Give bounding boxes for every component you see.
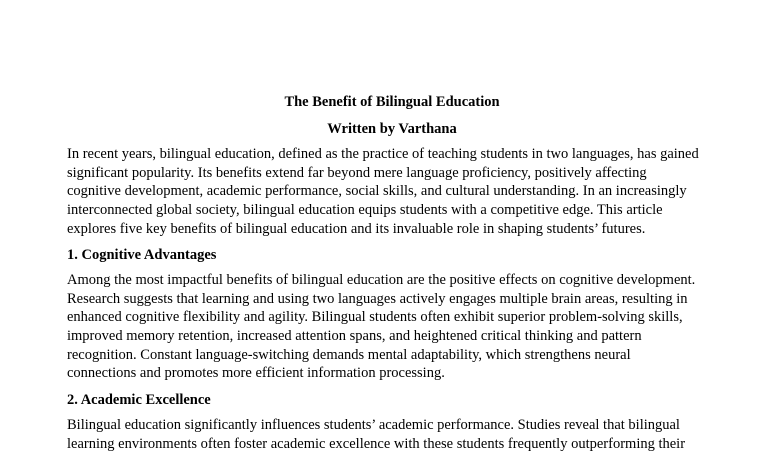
document-byline: Written by Varthana	[327, 121, 457, 137]
paragraph-line: improved memory retention, increased attention spans, and heightened critical thinking and pattern	[67, 328, 642, 345]
paragraph-line: recognition. Constant language-switching demands mental adaptability, which strengthens neural	[67, 346, 631, 363]
section-paragraph-academic-excellence	[67, 416, 727, 453]
paragraph-line: cognitive development, academic performance, social skills, and cultural understanding. In an increasingly	[67, 183, 687, 200]
section-heading-cognitive-advantages: 1. Cognitive Advantages	[67, 247, 217, 263]
paragraph-line: explores five key benefits of bilingual education and its invaluable role in shaping students’ futures.	[67, 220, 646, 237]
paragraph-line: enhanced cognitive flexibility and agility. Bilingual students often exhibit superior problem-solving skills,	[67, 309, 683, 326]
paragraph-line: Among the most impactful benefits of bilingual education are the positive effects on cognitive development.	[67, 272, 696, 288]
paragraph-line: Research suggests that learning and using two languages actively engages multiple brain areas, resulting in	[67, 290, 688, 307]
paragraph-line: In recent years, bilingual education, defined as the practice of teaching students in two languages, has gained	[67, 146, 699, 162]
paragraph-line: significant popularity. Its benefits extend far beyond mere language proficiency, positively affecting	[67, 164, 647, 181]
document-title: The Benefit of Bilingual Education	[284, 94, 500, 110]
section-heading-academic-excellence: 2. Academic Excellence	[67, 392, 211, 408]
intro-paragraph	[67, 145, 727, 238]
paragraph-line: connections and promotes more efficient information processing.	[67, 365, 445, 382]
paragraph-line: Bilingual education significantly influences students’ academic performance. Studies reveal that bilingual	[67, 417, 680, 433]
section-paragraph-cognitive-advantages	[67, 271, 727, 383]
paragraph-line: interconnected global society, bilingual education equips students with a competitive edge. This article	[67, 202, 663, 219]
paragraph-line: learning environments often foster academic excellence with these students frequently outperforming their	[67, 435, 686, 452]
